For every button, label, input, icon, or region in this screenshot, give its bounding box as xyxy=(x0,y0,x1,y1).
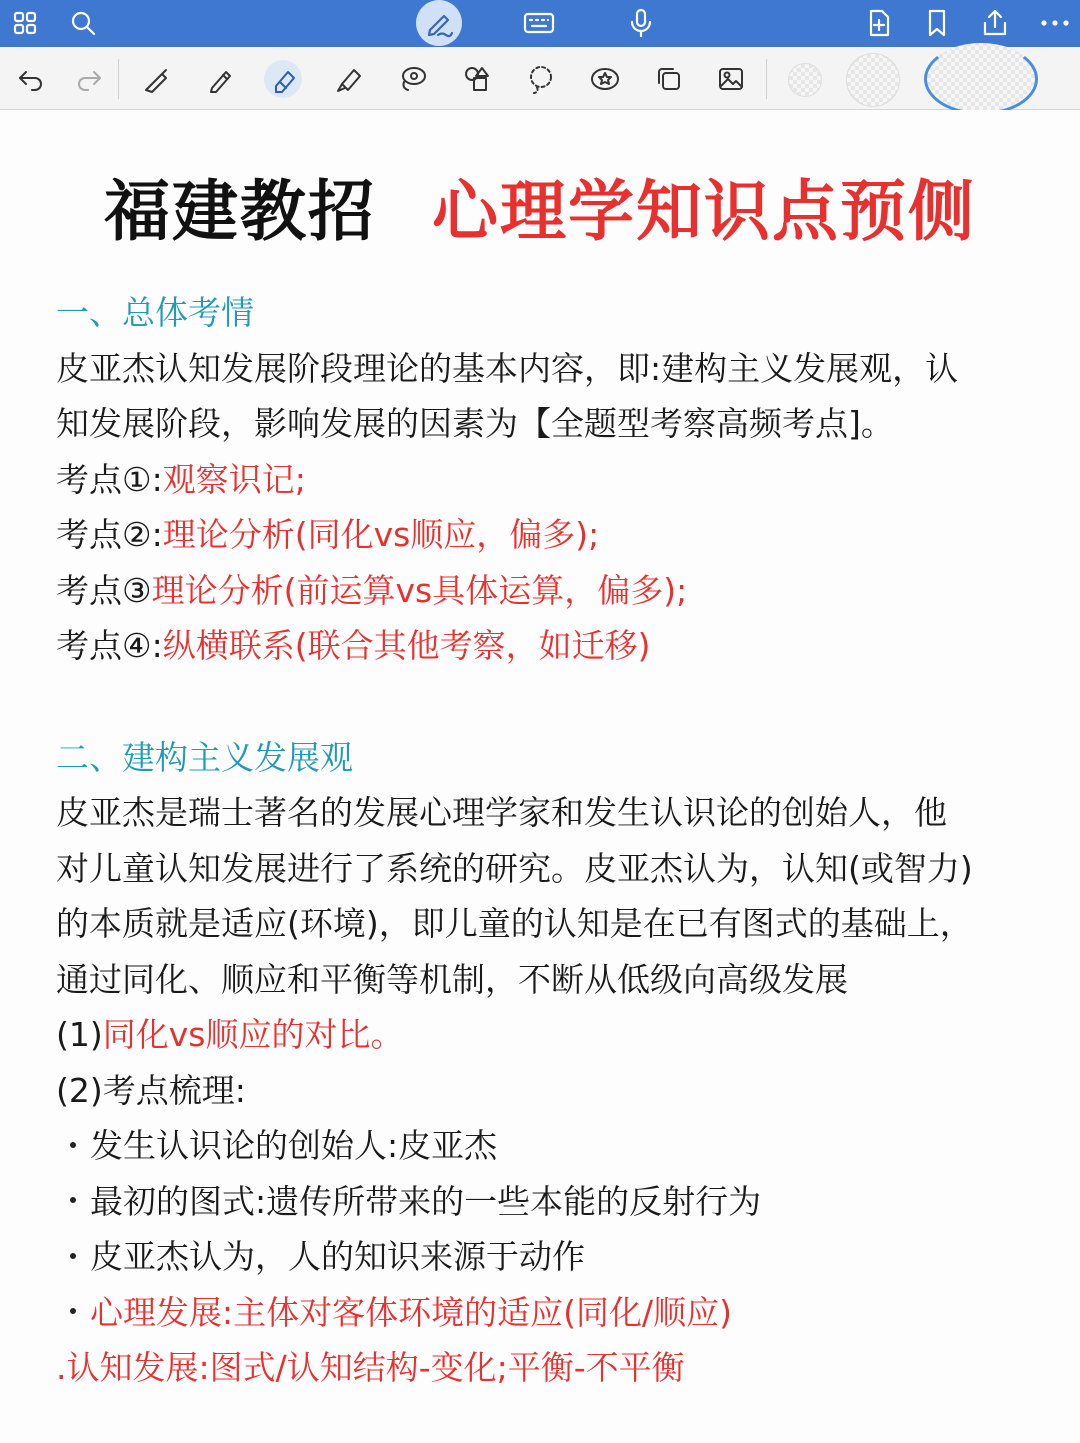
stroke-size-small[interactable] xyxy=(788,63,822,97)
bullet-dot xyxy=(70,1142,76,1148)
pen-edit-icon[interactable] xyxy=(416,0,462,46)
item-text: 同化vs顺应的对比。 xyxy=(102,1015,404,1054)
last-line: .认知发展:图式/认知结构-变化;平衡-不平衡 xyxy=(56,1348,685,1387)
bullet-dot xyxy=(70,1308,76,1314)
lasso-icon[interactable] xyxy=(394,60,432,98)
keyboard-icon[interactable] xyxy=(522,6,556,40)
key-point-1 xyxy=(56,452,1046,508)
redo-icon[interactable] xyxy=(70,60,108,98)
key-point-text: 理论分析(同化vs顺应，偏多); xyxy=(162,515,600,554)
highlighter-icon[interactable] xyxy=(330,60,368,98)
bullet-dot xyxy=(70,1197,76,1203)
key-point-label: 考点②: xyxy=(56,515,163,554)
paragraph-line: 皮亚杰是瑞士著名的发展心理学家和发生认识论的创始人，他 xyxy=(56,793,947,832)
page-title xyxy=(0,158,1080,253)
sticker-icon[interactable] xyxy=(586,60,624,98)
bullet-item xyxy=(56,1174,1046,1230)
key-point-2 xyxy=(56,507,1046,563)
title-black: 福建教招 xyxy=(104,173,376,250)
paragraph-line: 皮亚杰认知发展阶段理论的基本内容，即:建构主义发展观，认 xyxy=(56,348,959,388)
search-icon[interactable] xyxy=(66,6,100,40)
image-icon[interactable] xyxy=(712,60,750,98)
undo-icon[interactable] xyxy=(12,60,50,98)
bullet-item xyxy=(56,1285,1046,1341)
key-point-4 xyxy=(56,618,1046,674)
toolbar-divider xyxy=(118,59,119,99)
title-red: 心理学知识点预侧 xyxy=(432,173,976,250)
key-point-text: 纵横联系(联合其他考察，如迁移) xyxy=(162,626,651,665)
note-content xyxy=(56,285,1046,1396)
circle-select-icon[interactable] xyxy=(522,60,560,98)
stroke-size-medium[interactable] xyxy=(846,53,900,107)
key-point-label: 考点③ xyxy=(56,570,152,610)
bullet-text: 皮亚杰认为，人的知识来源于动作 xyxy=(90,1237,585,1276)
paragraph-line: 的本质就是适应(环境)，即儿童的认知是在已有图式的基础上， xyxy=(56,904,973,943)
fountain-pen-icon[interactable] xyxy=(138,60,176,98)
stroke-size-large[interactable] xyxy=(924,43,1038,115)
section-1-heading: 一、总体考情 xyxy=(56,293,254,332)
top-app-bar xyxy=(0,0,1080,47)
more-icon[interactable] xyxy=(1038,6,1072,40)
spacer xyxy=(56,674,1046,730)
toolbar-divider xyxy=(766,59,767,99)
shapes-icon[interactable] xyxy=(458,60,496,98)
bookmark-icon[interactable] xyxy=(920,6,954,40)
section-2-heading: 二、建构主义发展观 xyxy=(56,737,353,777)
paragraph-line: 对儿童认知发展进行了系统的研究。皮亚杰认为，认知(或智力) xyxy=(56,848,973,888)
add-page-icon[interactable] xyxy=(862,6,896,40)
bullet-item xyxy=(56,1229,1046,1285)
key-point-text: 理论分析(前运算vs具体运算，偏多); xyxy=(151,570,688,610)
bullet-dot xyxy=(70,1253,76,1259)
paragraph-line: 通过同化、顺应和平衡等机制，不断从低级向高级发展 xyxy=(56,959,848,999)
pencil-icon[interactable] xyxy=(202,60,240,98)
share-icon[interactable] xyxy=(978,6,1012,40)
numbered-item-2: (2)考点梳理: xyxy=(56,1070,246,1110)
bullet-text: 发生认识论的创始人:皮亚杰 xyxy=(90,1126,498,1165)
eraser-icon[interactable] xyxy=(264,60,302,98)
grid-icon[interactable] xyxy=(8,6,42,40)
key-point-3 xyxy=(56,563,1046,619)
drawing-toolbar xyxy=(0,47,1080,110)
bullet-text: 心理发展:主体对客体环境的适应(同化/顺应) xyxy=(90,1292,732,1332)
copy-icon[interactable] xyxy=(650,60,688,98)
bullet-item xyxy=(56,1118,1046,1174)
microphone-icon[interactable] xyxy=(624,6,658,40)
numbered-item-1 xyxy=(56,1007,1046,1063)
paragraph-line: 知发展阶段，影响发展的因素为【全题型考察高频考点]。 xyxy=(56,404,894,443)
key-point-label: 考点④: xyxy=(56,626,163,665)
item-number: (1) xyxy=(56,1015,103,1054)
key-point-label: 考点①: xyxy=(56,459,163,499)
note-page xyxy=(0,110,1080,1443)
key-point-text: 观察识记; xyxy=(162,459,306,499)
bullet-text: 最初的图式:遗传所带来的一些本能的反射行为 xyxy=(90,1181,762,1221)
